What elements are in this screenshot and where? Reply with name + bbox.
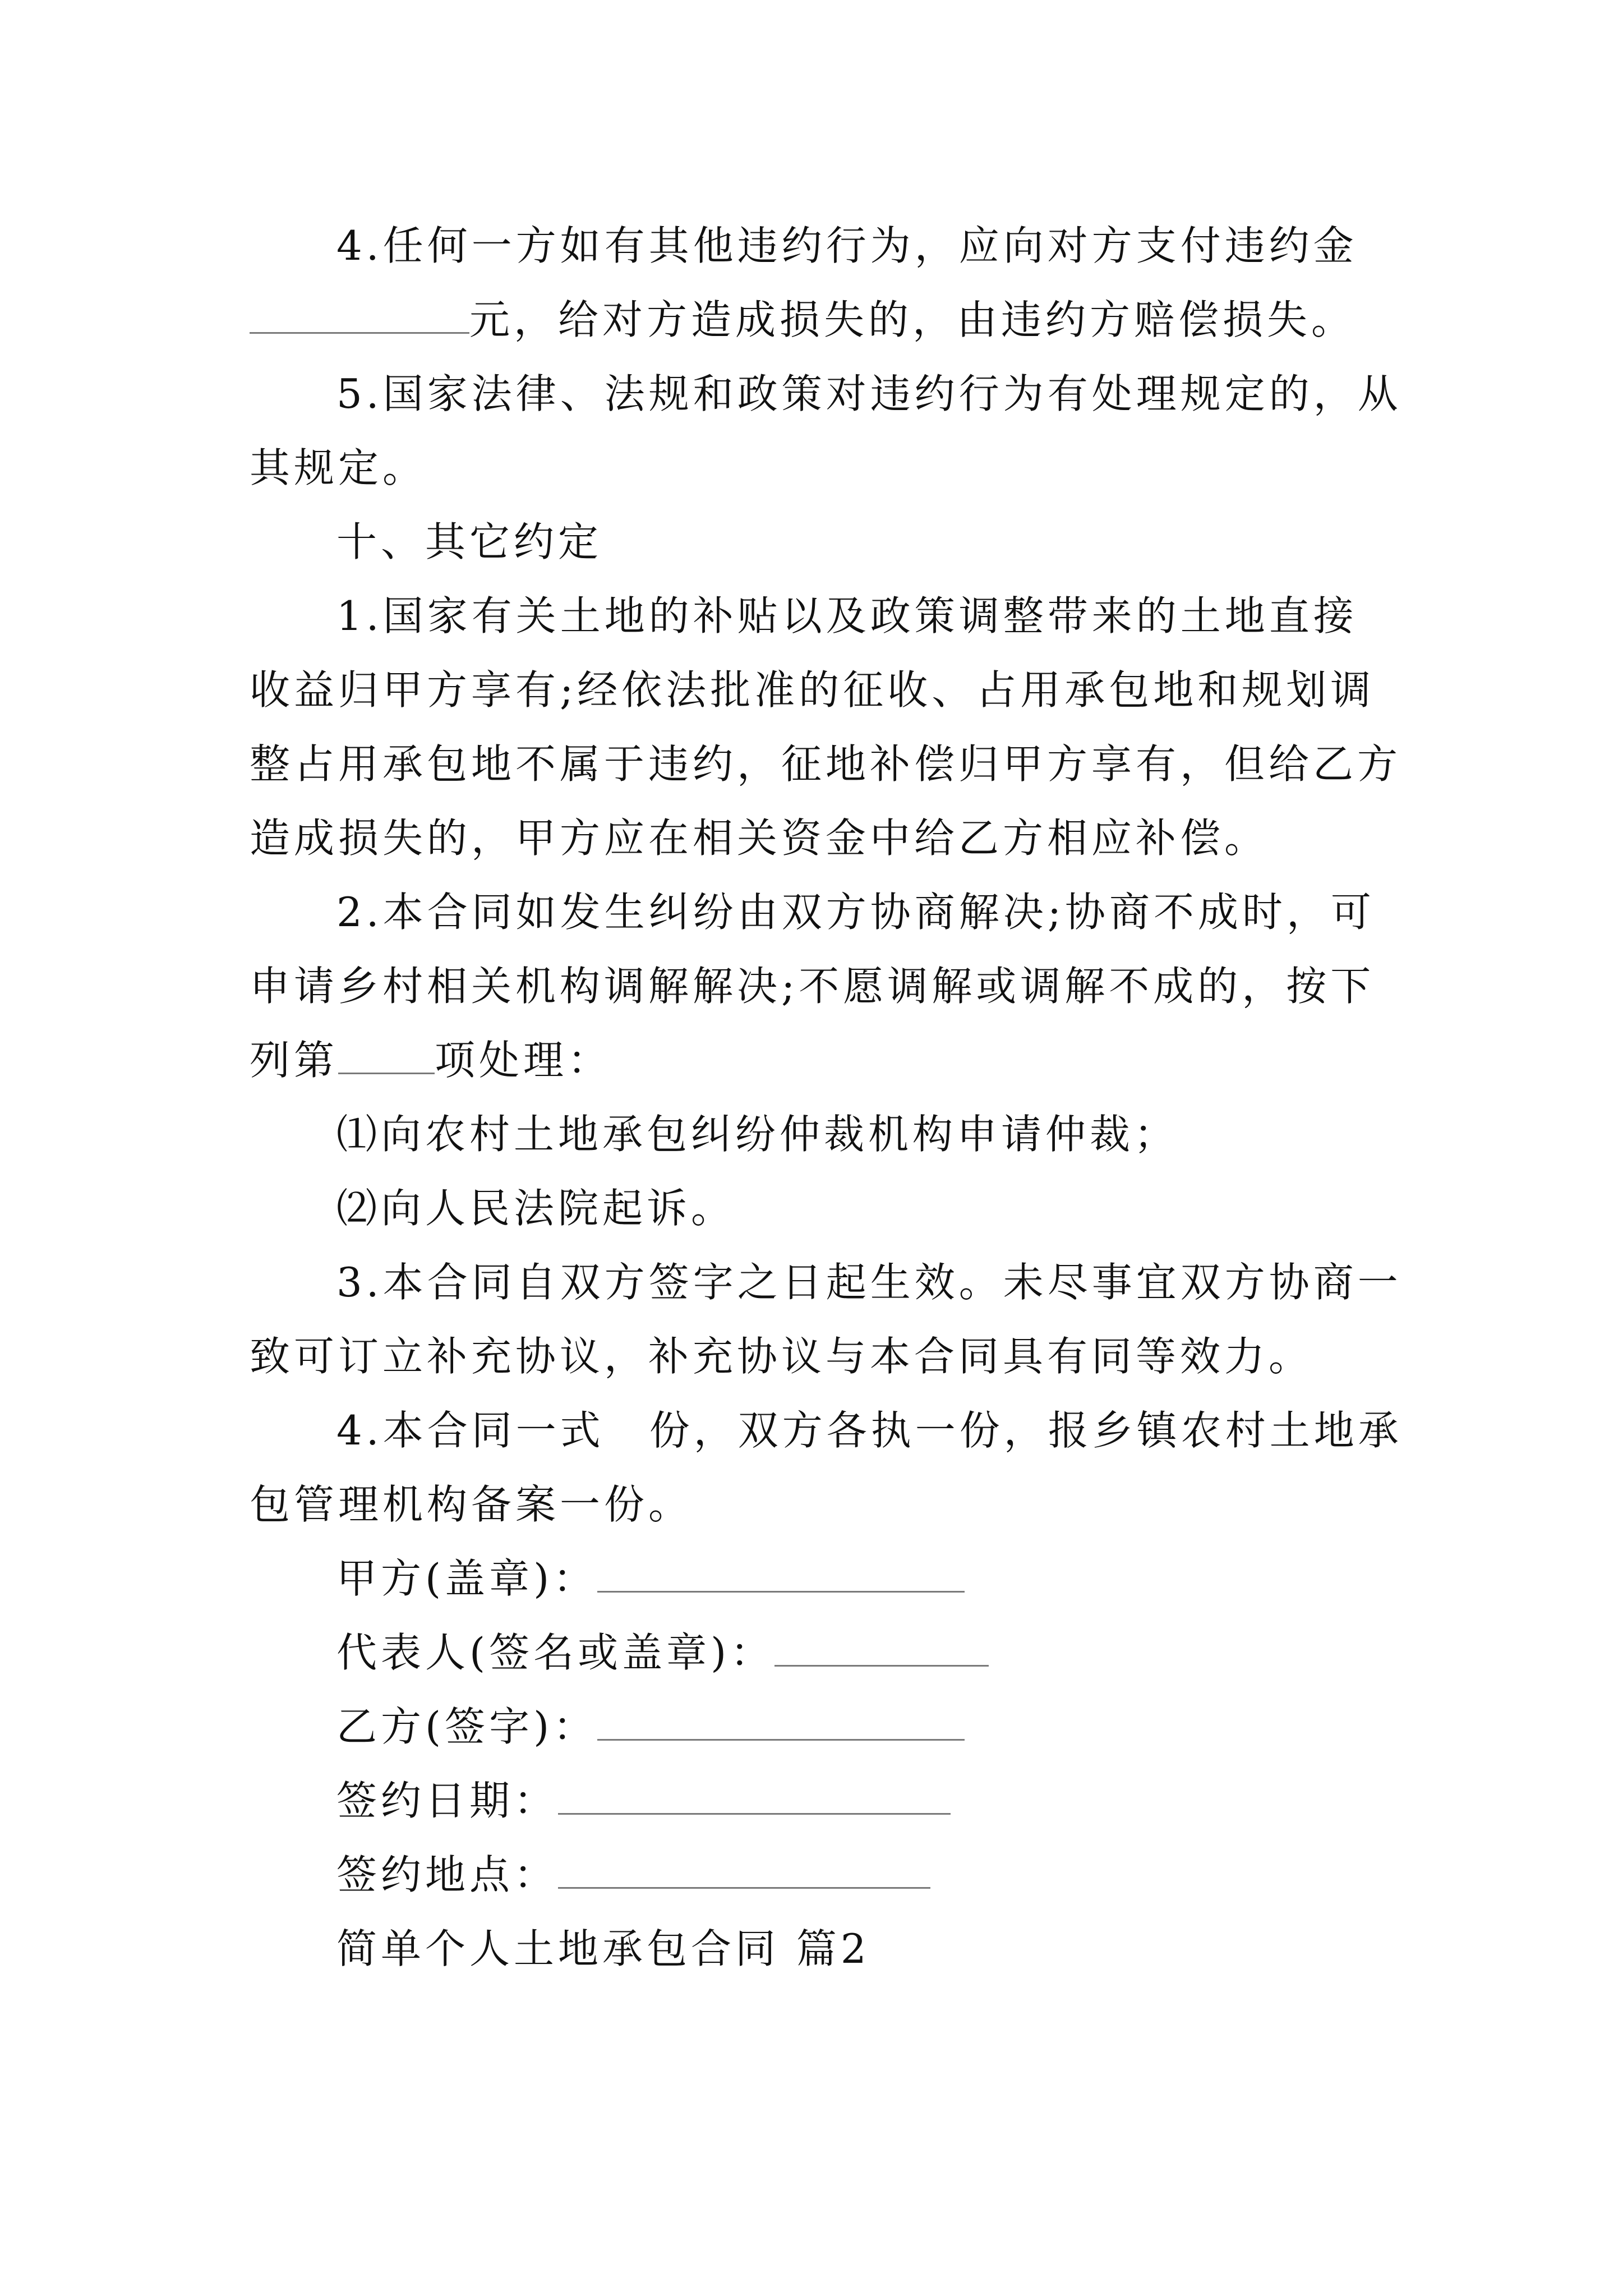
section-ten-p4-line-1 [336,1402,1481,1458]
paragraph-text: 3.本合同自双方签字之日起生效。未尽事宜双方协商一 [336,1259,1402,1306]
option-text: ⑵向人民法院起诉。 [336,1185,736,1232]
sign-date-label: 签约日期： [336,1777,559,1824]
clause-5-text-cont: 其规定。 [250,444,427,491]
next-title-text: 简单个人土地承包合同 篇2 [336,1925,870,1972]
party-b-signature-field[interactable] [597,1704,965,1741]
paragraph-text: 包管理机构备案一份。 [250,1481,693,1528]
sign-place-label: 签约地点： [336,1851,559,1898]
section-ten-p1-line-3 [250,736,1402,792]
paragraph-text: 项处理： [435,1037,612,1084]
section-ten-p2-line-3 [250,1032,1394,1088]
section-ten-p2-line-2 [250,958,1394,1014]
section-heading: 十、其它约定 [336,518,603,565]
paragraph-text: 造成损失的，甲方应在相关资金中给乙方相应补偿。 [250,815,1269,862]
party-a-label: 甲方(盖章)： [336,1555,598,1602]
paragraph-text: 列第 [250,1037,339,1084]
next-section-title [336,1921,1481,1977]
section-ten-p3-line-1 [336,1254,1481,1310]
paragraph-text: 收益归甲方享有;经依法批准的征收、占用承包地和规划调 [250,666,1375,714]
party-a-seal-row [336,1550,1481,1607]
option-2 [336,1180,1481,1236]
party-b-label: 乙方(签字)： [336,1703,598,1750]
section-ten-p1-line-2 [250,662,1394,718]
paragraph-text: 2.本合同如发生纠纷由双方协商解决;协商不成时，可 [336,889,1375,936]
dispute-option-blank[interactable] [338,1038,435,1074]
paragraph-text: 1.国家有关土地的补贴以及政策调整带来的土地直接 [336,592,1358,639]
representative-signature-field[interactable] [774,1630,989,1667]
option-text: ⑴向农村土地承包纠纷仲裁机构申请仲裁； [336,1111,1179,1158]
section-ten-heading [336,514,1481,570]
paragraph-text: 致可订立补充协议，补充协议与本合同具有同等效力。 [250,1333,1313,1380]
section-ten-p4-line-2 [250,1476,1394,1533]
sign-date-row [336,1773,1481,1829]
clause-4-line-2 [250,292,1394,348]
section-ten-p1-line-1 [336,588,1481,644]
clause-5-text: 5.国家法律、法规和政策对违约行为有处理规定的，从 [336,370,1402,417]
penalty-amount-blank[interactable] [250,297,469,334]
clause-5-line-2 [250,440,1394,496]
option-1 [336,1106,1481,1162]
sign-place-field[interactable] [558,1852,930,1889]
section-ten-p1-line-4 [250,810,1394,866]
clause-4-text: 4.任何一方如有其他违约行为，应向对方支付违约金 [336,222,1358,269]
paragraph-text: 申请乡村相关机构调解解决;不愿调解或调解不成的，按下 [250,963,1375,1010]
sign-place-row [336,1847,1481,1903]
sign-date-field[interactable] [558,1778,951,1815]
paragraph-text: 份，双方各执一份，报乡镇农村土地承 [649,1407,1403,1454]
representative-label: 代表人(签名或盖章)： [336,1629,775,1676]
section-ten-p2-line-1 [336,884,1481,940]
representative-row [336,1625,1481,1681]
clause-4-text-cont: 元，给对方造成损失的，由违约方赔偿损失。 [469,296,1356,343]
clause-4-line-1 [336,218,1481,274]
party-b-sign-row [336,1699,1481,1755]
party-a-signature-field[interactable] [597,1556,965,1593]
section-ten-p3-line-2 [250,1328,1394,1384]
paragraph-text: 整占用承包地不属于违约，征地补偿归甲方享有，但给乙方 [250,740,1402,788]
clause-5-line-1 [336,366,1481,422]
paragraph-text: 4.本合同一式 [336,1407,605,1454]
